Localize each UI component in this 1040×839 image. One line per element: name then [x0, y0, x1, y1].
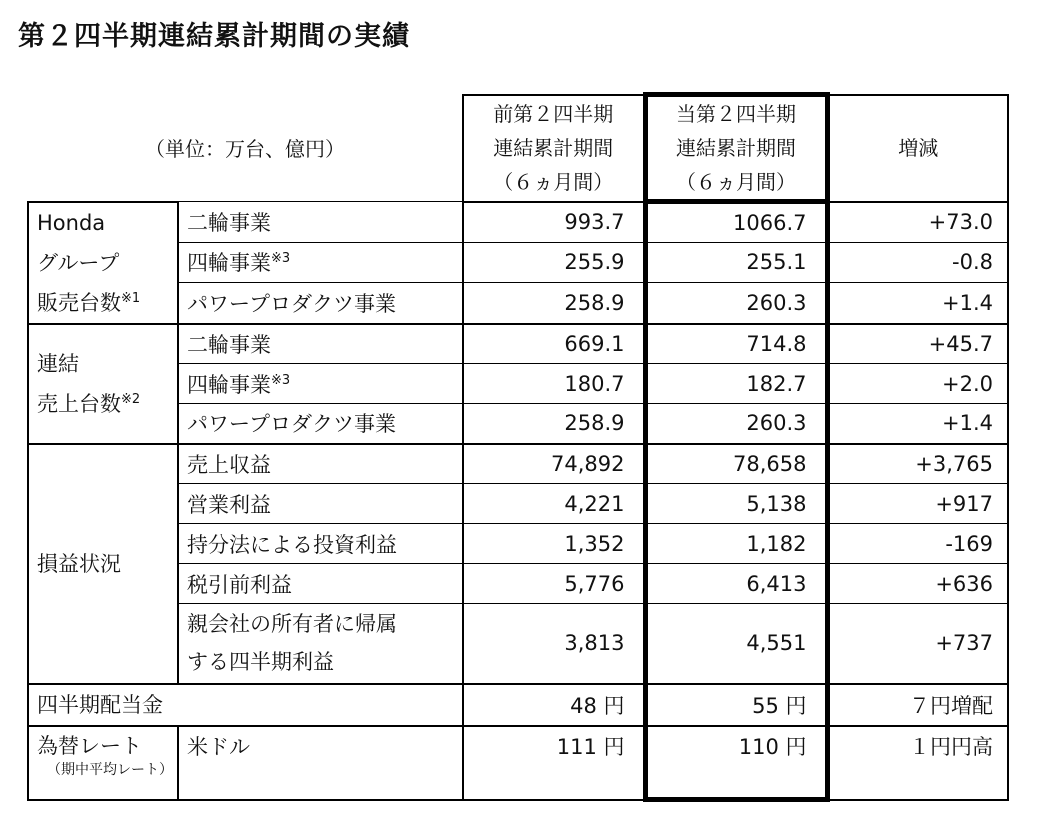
prev-value: 1,352 [463, 524, 645, 564]
current-value: 5,138 [645, 484, 827, 524]
current-value: 6,413 [645, 564, 827, 604]
income-label: 損益状況 [28, 444, 178, 684]
fx-sublabel: （期中平均レート） [47, 761, 173, 778]
change-value: +1.4 [827, 283, 1008, 324]
change-value: +917 [827, 484, 1008, 524]
prev-value: 74,892 [463, 444, 645, 484]
change-value: +2.0 [827, 364, 1008, 404]
current-value: 55 円 [645, 684, 827, 726]
consolidated-units-label: 連結 売上台数$^{※2}$ [28, 324, 178, 444]
row-label: 営業利益 [178, 484, 463, 524]
row-label: 二輪事業 [178, 202, 463, 243]
row-label: 税引前利益 [178, 564, 463, 604]
row-label: 四輪事業$^{※3}$ [178, 364, 463, 404]
change-value: １円円高 [827, 726, 1008, 800]
page-title: 第２四半期連結累計期間の実績 [18, 21, 410, 52]
footnote-mark: ※2 [121, 391, 141, 407]
change-value: +636 [827, 564, 1008, 604]
change-value: +3,765 [827, 444, 1008, 484]
current-value: 260.3 [645, 404, 827, 444]
current-value: 714.8 [645, 324, 827, 364]
prev-value: 258.9 [463, 404, 645, 444]
change-value: -169 [827, 524, 1008, 564]
prev-value: 993.7 [463, 202, 645, 243]
table-row [28, 684, 1008, 726]
row-label: パワープロダクツ事業 [178, 283, 463, 324]
header-prev: 前第２四半期 連結累計期間 （６ヵ月間） [463, 95, 645, 202]
footnote-mark: ※3 [271, 372, 291, 388]
current-value: 260.3 [645, 283, 827, 324]
current-value: 1066.7 [645, 202, 827, 243]
change-value: +1.4 [827, 404, 1008, 444]
row-label: 持分法による投資利益 [178, 524, 463, 564]
prev-value: 3,813 [463, 604, 645, 684]
header-change: 増減 [827, 95, 1008, 202]
row-label: パワープロダクツ事業 [178, 404, 463, 444]
prev-value: 48 円 [463, 684, 645, 726]
prev-value: 180.7 [463, 364, 645, 404]
change-value: ７円増配 [827, 684, 1008, 726]
unit-label: （単位：万台、億円） [145, 137, 345, 161]
header-current: 当第２四半期 連結累計期間 （６ヵ月間） [645, 95, 827, 202]
row-label: 米ドル [178, 726, 463, 800]
dividend-label: 四半期配当金 [28, 684, 463, 726]
current-value: 1,182 [645, 524, 827, 564]
prev-value: 111 円 [463, 726, 645, 800]
group-sales-label: Honda グループ 販売台数$^{※1}$ [28, 202, 178, 324]
current-value: 4,551 [645, 604, 827, 684]
change-value: +73.0 [827, 202, 1008, 243]
table-row [28, 324, 1008, 364]
change-value: -0.8 [827, 242, 1008, 283]
prev-value: 258.9 [463, 283, 645, 324]
results-table [27, 92, 1009, 802]
current-value: 182.7 [645, 364, 827, 404]
row-label: 売上収益 [178, 444, 463, 484]
row-label: 親会社の所有者に帰属 する四半期利益 [178, 604, 463, 684]
header-row [28, 95, 1008, 202]
prev-value: 4,221 [463, 484, 645, 524]
prev-value: 669.1 [463, 324, 645, 364]
fx-label: 為替レート （期中平均レート） [28, 726, 178, 800]
table-row [28, 444, 1008, 484]
footnote-mark: ※1 [121, 290, 141, 306]
change-value: +737 [827, 604, 1008, 684]
row-label: 二輪事業 [178, 324, 463, 364]
current-value: 78,658 [645, 444, 827, 484]
footnote-mark: ※3 [271, 251, 291, 267]
prev-value: 255.9 [463, 242, 645, 283]
table-row [28, 726, 1008, 800]
change-value: +45.7 [827, 324, 1008, 364]
table-row [28, 202, 1008, 243]
current-value: 255.1 [645, 242, 827, 283]
row-label: 四輪事業$^{※3}$ [178, 242, 463, 283]
current-value: 110 円 [645, 726, 827, 800]
prev-value: 5,776 [463, 564, 645, 604]
